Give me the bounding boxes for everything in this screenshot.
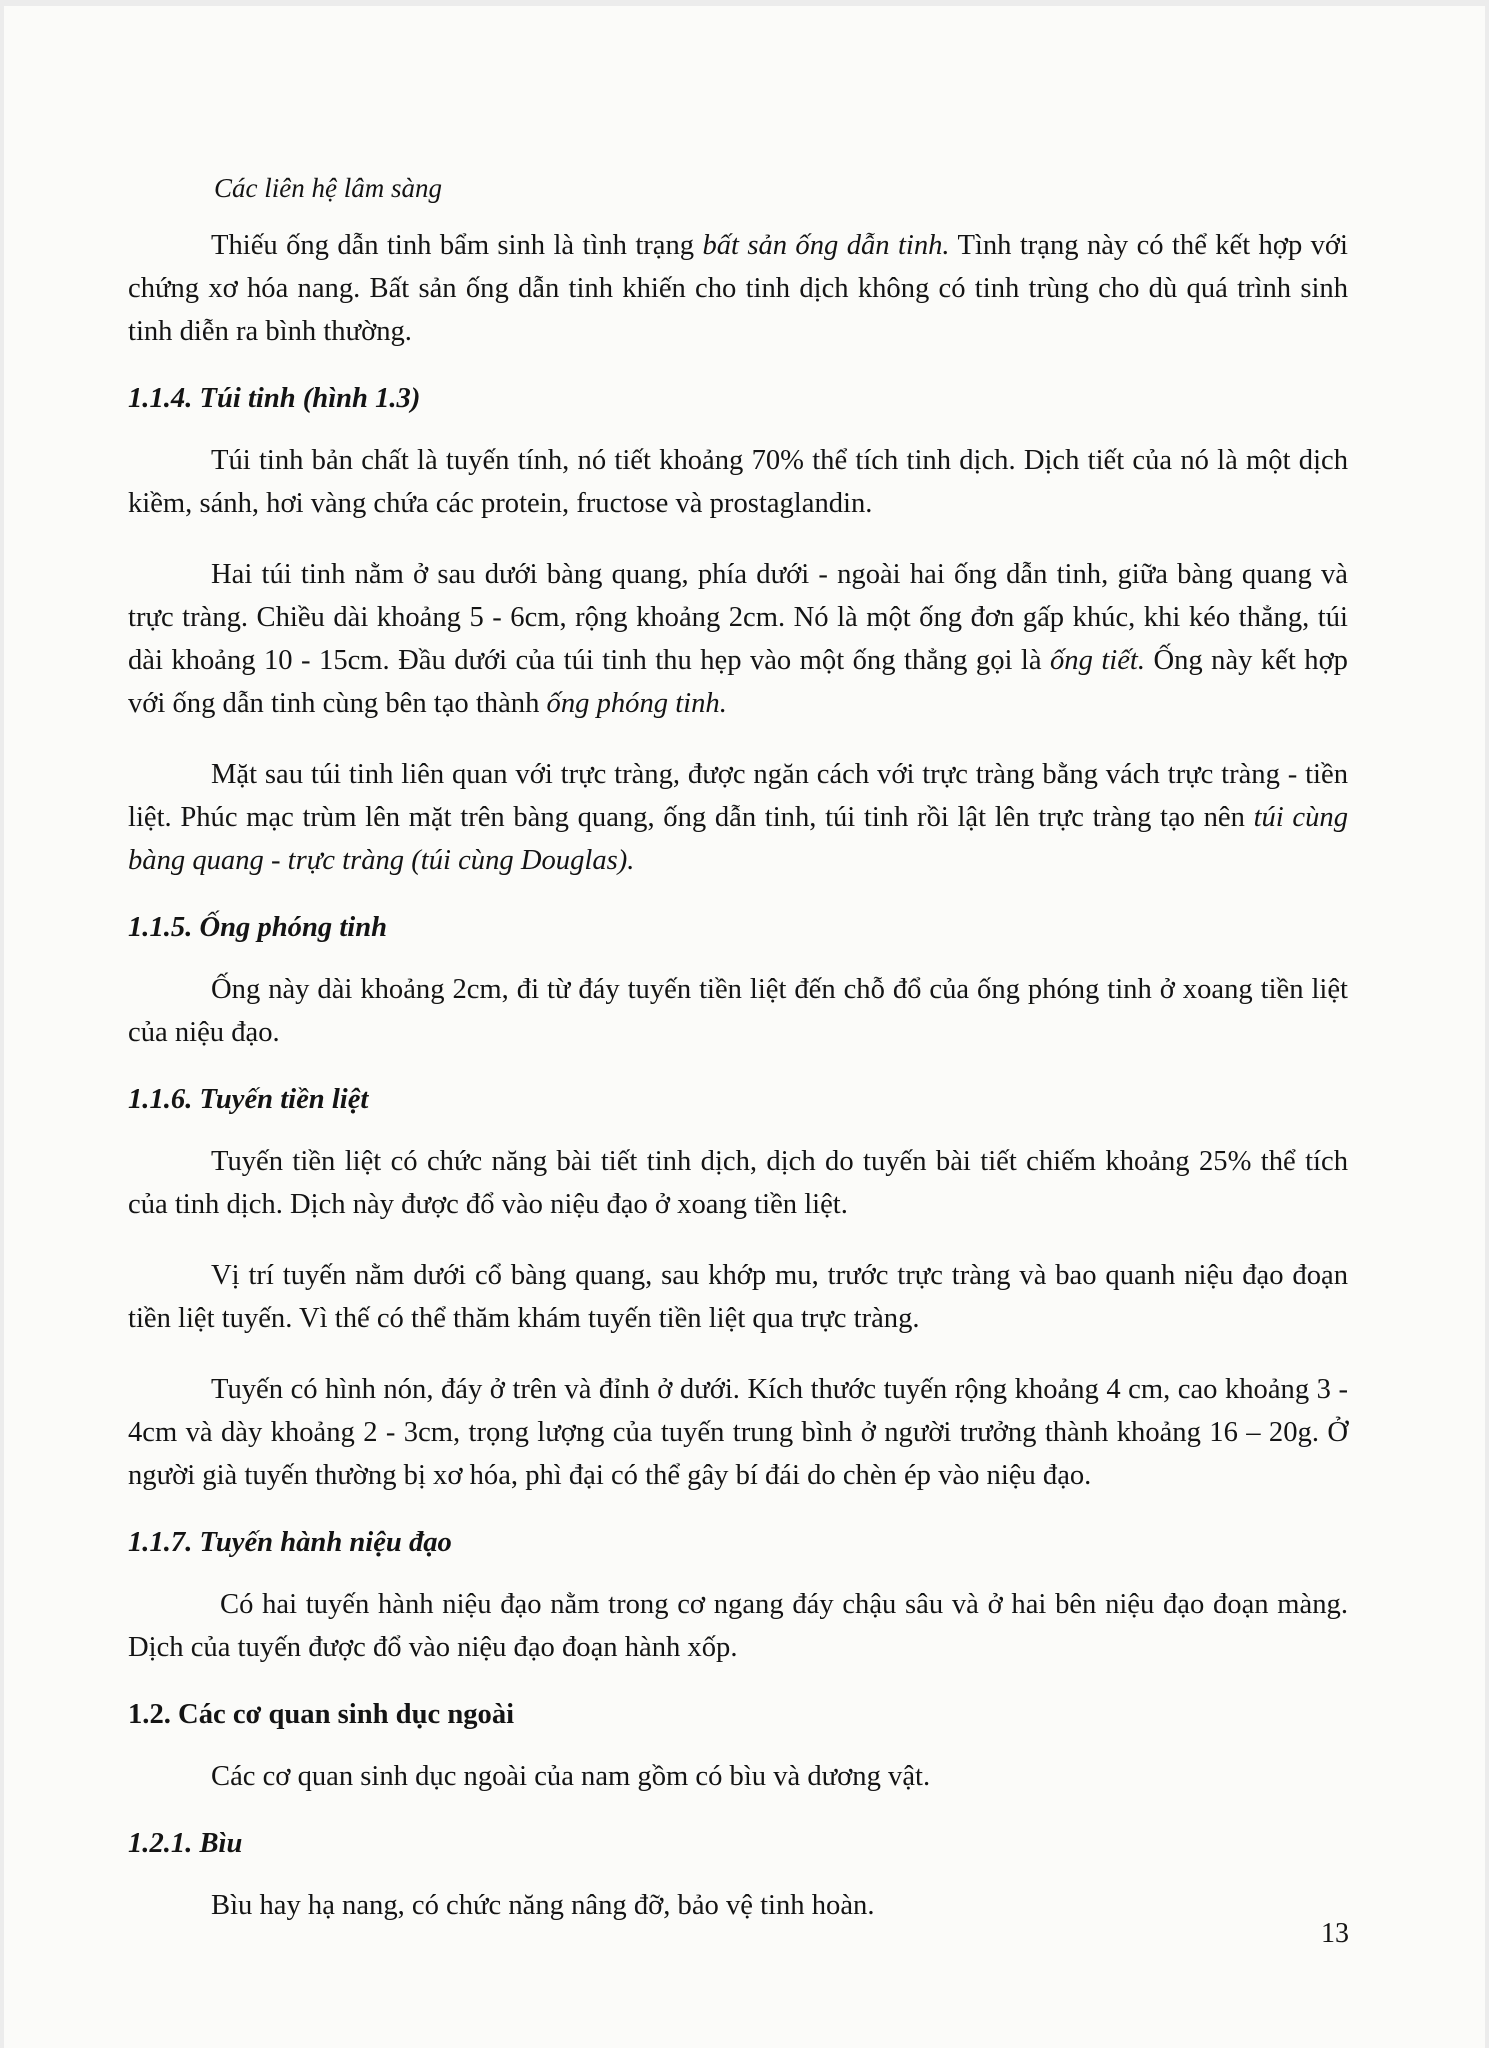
paragraph-1-2-1: Bìu hay hạ nang, có chức năng nâng đỡ, bảo vệ tinh hoàn. xyxy=(211,1890,875,1921)
heading-1-2-1: 1.2.1. Bìu xyxy=(128,1828,243,1859)
scan-edge-right xyxy=(1485,0,1489,2048)
heading-1-1-5: 1.1.5. Ống phóng tinh xyxy=(128,912,388,943)
page-number: 13 xyxy=(1321,1918,1349,1949)
heading-1-1-4: 1.1.4. Túi tinh (hình 1.3) xyxy=(128,383,421,414)
paragraph-1-1-4-c: Mặt sau túi tinh liên quan với trực tràng, được ngăn cách với trực tràng bằng vách trực tràng - tiền liệt. Phúc mạc trùm lên mặt trên bàng quang, ống dẫn tinh, túi tinh rồi lật lên trực tràng tạo nên túi cùng bàng quang - trực tràng (túi cùng Douglas). xyxy=(128,759,1348,876)
clinical-paragraph: Thiếu ống dẫn tinh bẩm sinh là tình trạng bất sản ống dẫn tinh. Tình trạng này có thể kết hợp với chứng xơ hóa nang. Bất sản ống dẫn tinh khiến cho tinh dịch không có tinh trùng cho dù quá trình sinh tinh diễn ra bình thường. xyxy=(128,230,1348,347)
clinical-heading: Các liên hệ lâm sàng xyxy=(214,173,442,203)
page-body xyxy=(128,170,1348,1955)
paragraph-1-2: Các cơ quan sinh dục ngoài của nam gồm có bìu và dương vật. xyxy=(211,1761,931,1792)
scan-edge-top xyxy=(0,0,1489,6)
paragraph-1-1-6-b: Vị trí tuyến nằm dưới cổ bàng quang, sau khớp mu, trước trực tràng và bao quanh niệu đạo đoạn tiền liệt tuyến. Vì thế có thể thăm khám tuyến tiền liệt qua trực tràng. xyxy=(128,1260,1348,1334)
scan-edge-left xyxy=(0,0,4,2048)
paragraph-1-1-6-c: Tuyến có hình nón, đáy ở trên và đỉnh ở dưới. Kích thước tuyến rộng khoảng 4 cm, cao khoảng 3 - 4cm và dày khoảng 2 - 3cm, trọng lượng của tuyến trung bình ở người trưởng thành khoảng 16 – 20g. Ở người già tuyến thường bị xơ hóa, phì đại có thể gây bí đái do chèn ép vào niệu đạo. xyxy=(128,1374,1348,1491)
paragraph-1-1-6-a: Tuyến tiền liệt có chức năng bài tiết tinh dịch, dịch do tuyến bài tiết chiếm khoảng 25% thể tích của tinh dịch. Dịch này được đổ vào niệu đạo ở xoang tiền liệt. xyxy=(128,1146,1348,1220)
paragraph-1-1-7: Có hai tuyến hành niệu đạo nằm trong cơ ngang đáy chậu sâu và ở hai bên niệu đạo đoạn màng. Dịch của tuyến được đổ vào niệu đạo đoạn hành xốp. xyxy=(128,1589,1348,1663)
paragraph-1-1-4-b: Hai túi tinh nằm ở sau dưới bàng quang, phía dưới - ngoài hai ống dẫn tinh, giữa bàng quang và trực tràng. Chiều dài khoảng 5 - 6cm, rộng khoảng 2cm. Nó là một ống đơn gấp khúc, khi kéo thẳng, túi dài khoảng 10 - 15cm. Đầu dưới của túi tinh thu hẹp vào một ống thẳng gọi là ống tiết. Ống này kết hợp với ống dẫn tinh cùng bên tạo thành ống phóng tinh. xyxy=(128,559,1348,719)
paragraph-1-1-4-a: Túi tinh bản chất là tuyến tính, nó tiết khoảng 70% thể tích tinh dịch. Dịch tiết của nó là một dịch kiềm, sánh, hơi vàng chứa các protein, fructose và prostaglandin. xyxy=(128,445,1348,519)
heading-1-1-7: 1.1.7. Tuyến hành niệu đạo xyxy=(128,1527,452,1558)
heading-1-1-6: 1.1.6. Tuyến tiền liệt xyxy=(128,1084,369,1115)
heading-1-2: 1.2. Các cơ quan sinh dục ngoài xyxy=(128,1699,515,1730)
paragraph-1-1-5: Ống này dài khoảng 2cm, đi từ đáy tuyến tiền liệt đến chỗ đổ của ống phóng tinh ở xoang tiền liệt của niệu đạo. xyxy=(128,974,1348,1048)
